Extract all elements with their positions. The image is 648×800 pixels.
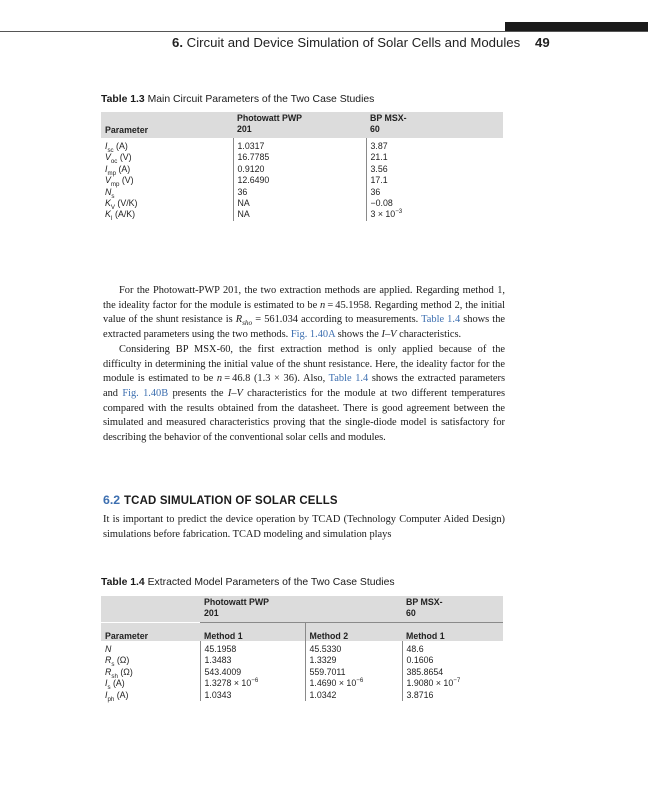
column-header: Method 1 (200, 622, 305, 641)
value-cell: 3.56 (366, 164, 503, 175)
table-row (101, 198, 503, 209)
value-cell: 45.1958 (200, 641, 305, 655)
group-header: Photowatt PWP 201 (200, 596, 402, 622)
column-header-spacer (101, 596, 200, 622)
paragraph: For the Photowatt-PWP 201, the two extraction methods are applied. Regarding method 1, the ideality factor for the module is estimated to be n = 45.1958. Regarding method 2, the initial value of the shunt resistance is $R_{sho} = 561.034$ according to measurements. Table 1.4 shows the extracted parameters using the two methods. Fig. 1.40A shows the I–V characteristics. (103, 285, 506, 341)
value-cell: 36 (366, 187, 503, 198)
running-head (172, 35, 520, 50)
column-header: Parameter (101, 622, 200, 641)
table-label: Table 1.4 (101, 577, 145, 588)
value-cell: 3.8716 (402, 690, 503, 701)
table-row (101, 667, 503, 678)
section-heading (103, 493, 353, 507)
column-header: Method 2 (305, 622, 402, 641)
param-cell: $R_s$ (Ω) (105, 655, 130, 669)
value-cell: 21.1 (366, 152, 503, 163)
value-cell: 45.5330 (305, 641, 402, 655)
table-1-4-caption (101, 577, 395, 588)
value-cell: $1.9080 \times 10^{-7}$ (402, 678, 503, 689)
figure-link: Fig. 1.40B (122, 387, 169, 399)
value-cell: 1.0342 (305, 690, 402, 701)
table-row (101, 209, 503, 220)
param-cell: N (105, 644, 112, 654)
param-cell: $N_s$ (105, 186, 115, 200)
value-cell: 1.0317 (233, 138, 366, 152)
page-number: 49 (535, 35, 550, 50)
value-cell: 17.1 (366, 175, 503, 186)
table-row (101, 690, 503, 701)
value-cell: 1.3329 (305, 655, 402, 666)
param-cell: $V_{oc}$ (V) (105, 152, 132, 166)
table-row (101, 641, 503, 655)
value-cell: $1.3278 \times 10^{-6}$ (200, 678, 305, 689)
param-cell: $R_{sh}$ (Ω) (105, 666, 133, 680)
value-cell: 48.6 (402, 641, 503, 655)
body-text (103, 284, 505, 446)
paragraph: It is important to predict the device operation by TCAD (Technology Computer Aided Design) simulations before fabrication. TCAD modeling and simulation plays (103, 514, 505, 540)
value-cell: NA (233, 209, 366, 220)
value-cell: NA (233, 198, 366, 209)
header-rule (0, 31, 648, 32)
value-cell: $1.4690 \times 10^{-6}$ (305, 678, 402, 689)
value-cell: 385.8654 (402, 667, 503, 678)
param-cell: $K_I$ (A/K) (105, 209, 136, 223)
param-cell: $I_s$ (A) (105, 678, 125, 691)
column-header: Photowatt PWP 201 (233, 112, 366, 138)
value-cell: 1.0343 (200, 690, 305, 701)
group-header: BP MSX-60 (402, 596, 503, 622)
section-title: TCAD SIMULATION OF SOLAR CELLS (123, 493, 338, 507)
table-row (101, 138, 503, 152)
chapter-number: 6. (172, 35, 183, 50)
value-cell: 0.1606 (402, 655, 503, 666)
table-link: Table 1.4 (421, 314, 461, 326)
table-row (101, 678, 503, 689)
value-cell: 1.3483 (200, 655, 305, 666)
value-cell: 12.6490 (233, 175, 366, 186)
table-label: Table 1.3 (101, 94, 145, 105)
table-row (101, 152, 503, 163)
table-1-3 (101, 112, 503, 221)
param-cell: $K_V$ (V/K) (105, 198, 138, 211)
body-text-section (103, 513, 505, 542)
table-row (101, 655, 503, 666)
value-cell: $3 \times 10^{-3}$ (366, 209, 503, 220)
column-header: Parameter (101, 112, 233, 138)
table-caption-text: Main Circuit Parameters of the Two Case Studies (147, 94, 375, 105)
table-row (101, 175, 503, 186)
value-cell: 559.7011 (305, 667, 402, 678)
value-cell: 36 (233, 187, 366, 198)
param-cell: $V_{mp}$ (V) (105, 175, 134, 188)
figure-link: Fig. 1.40A (290, 329, 336, 341)
param-cell: $I_{sc}$ (A) (105, 141, 128, 154)
value-cell: 543.4009 (200, 667, 305, 678)
column-header: BP MSX-60 (366, 112, 503, 138)
table-1-3-caption (101, 94, 374, 105)
value-cell: 16.7785 (233, 152, 366, 163)
table-caption-text: Extracted Model Parameters of the Two Case Studies (147, 577, 395, 588)
table-row (101, 164, 503, 175)
section-number: 6.2 (103, 493, 121, 507)
value-cell: 0.9120 (233, 164, 366, 175)
value-cell: 3.87 (366, 138, 503, 152)
param-cell: $I_{ph}$ (A) (105, 689, 129, 703)
table-link: Table 1.4 (328, 373, 369, 385)
chapter-title: Circuit and Device Simulation of Solar Cells and Modules (186, 35, 521, 50)
table-row (101, 187, 503, 198)
paragraph: Considering BP MSX-60, the first extraction method is only applied because of the difficulty in determining the initial value of the shunt resistance. Here, the ideality factor for the module is estimated to be n = 46.8 (1.3 × 36). Also, Table 1.4 shows the extracted parameters and Fig. 1.40B presents the I–V characteristics for the module at two different temperatures compared with the results obtained from the datasheet. There is good agreement between the simulated and measured characteristics proving that the single-diode model is satisfactory for describing the behavior of the conventional solar cells and modules. (103, 343, 506, 444)
table-1-4 (101, 596, 503, 701)
column-header: Method 1 (402, 622, 503, 641)
param-cell: $I_{mp}$ (A) (105, 163, 131, 177)
header-bar (505, 22, 648, 31)
value-cell: −0.08 (366, 198, 503, 209)
